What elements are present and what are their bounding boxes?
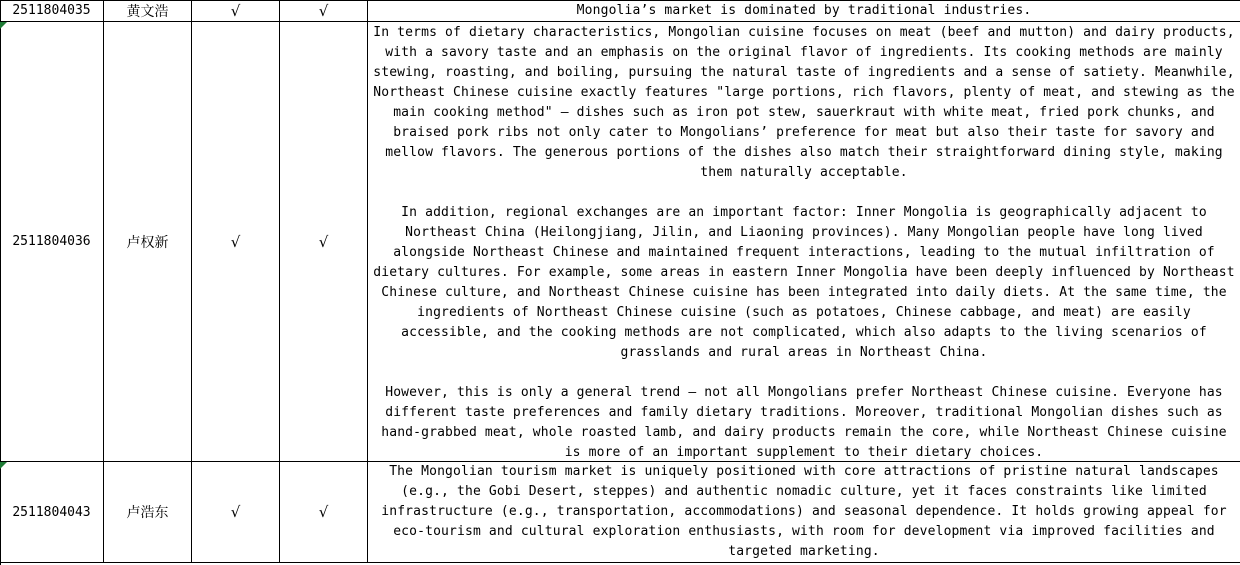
check-cell-b[interactable] (280, 462, 368, 562)
check-cell-a[interactable] (192, 462, 280, 562)
answer-text-cell[interactable] (368, 22, 1240, 461)
table-row (0, 22, 1240, 462)
student-name-cell[interactable] (104, 0, 192, 21)
answer-text-block (370, 23, 1238, 461)
student-id-cell[interactable] (0, 22, 104, 461)
paragraph-gap (370, 363, 1238, 383)
check-cell-a[interactable] (192, 0, 280, 21)
checkmark-icon: √ (318, 232, 329, 251)
checkmark-icon: √ (230, 1, 241, 20)
checkmark-icon: √ (230, 232, 241, 251)
checkmark-icon: √ (318, 1, 329, 20)
student-name: 卢权新 (126, 234, 169, 251)
student-id-cell[interactable] (0, 462, 104, 562)
check-cell-a[interactable] (192, 22, 280, 461)
answer-paragraph: In addition, regional exchanges are an important factor: Inner Mongolia is geographically adjacent to Northeast China (Heilongjiang, Jilin, and Liaoning provinces). Many Mongolian people have long lived alongside Northeast Chinese and maintained frequent interactions, leading to the mutual infiltration of dietary cultures. For example, some areas in eastern Inner Mongolia have been deeply influenced by Northeast Chinese culture, and Northeast Chinese cuisine has been integrated into daily diets. At the same time, the ingredients of Northeast Chinese cuisine (such as potatoes, Chinese cabbage, and meat) are easily accessible, and the cooking methods are not complicated, which also adapts to the living scenarios of grasslands and rural areas in Northeast China. (373, 205, 1235, 360)
student-id: 2511804043 (12, 504, 91, 520)
student-id: 2511804036 (12, 234, 91, 249)
student-id: 2511804035 (12, 3, 91, 18)
check-cell-b[interactable] (280, 0, 368, 21)
answer-text-cell[interactable] (368, 462, 1240, 562)
answer-paragraph: However, this is only a general trend — not all Mongolians prefer Northeast Chinese cuisine. Everyone has different taste preferences and family dietary traditions. Moreover, traditional Mongolian dishes such as hand-grabbed meat, whole roasted lamb, and dairy products remain the core, while Northeast Chinese cuisine is more of an important supplement to their dietary choices. (381, 385, 1227, 460)
student-name-cell[interactable] (104, 22, 192, 461)
checkmark-icon: √ (318, 503, 329, 521)
table-row (0, 0, 1240, 22)
answer-text-cell[interactable] (368, 0, 1240, 21)
paragraph-gap (370, 183, 1238, 203)
answer-paragraph: In terms of dietary characteristics, Mongolian cuisine focuses on meat (beef and mutton) and dairy products, with a savory taste and an emphasis on the original flavor of ingredients. Its cooking methods are mainly stewing, roasting, and boiling, pursuing the natural taste of ingredients and a sense of satiety. Meanwhile, Northeast Chinese cuisine exactly features "large portions, rich flavors, plenty of meat, and stewing as the main cooking method" — dishes such as iron pot stew, sauerkraut with white meat, fried pork chunks, and braised pork ribs not only cater to Mongolians’ preference for meat but also their taste for savory and mellow flavors. The generous portions of the dishes also match their straightforward dining style, making them naturally acceptable. (373, 25, 1235, 180)
student-name-cell[interactable] (104, 462, 192, 562)
check-cell-b[interactable] (280, 22, 368, 461)
answer-text: Mongolia’s market is dominated by traditional industries. (576, 2, 1032, 18)
checkmark-icon: √ (230, 503, 241, 521)
student-id-cell[interactable] (0, 0, 104, 21)
table-row (0, 462, 1240, 563)
student-name: 卢浩东 (126, 505, 169, 521)
answer-text: The Mongolian tourism market is uniquely positioned with core attractions of pristine natural landscapes (e.g., the Gobi Desert, steppes) and authentic nomadic culture, yet it faces constraints like limited infrastructure (e.g., transportation, accommodations) and seasonal dependence. It holds growing appeal for eco-tourism and cultural exploration enthusiasts, with room for development via improved facilities and targeted marketing. (381, 464, 1227, 559)
student-name: 黄文浩 (126, 3, 169, 20)
